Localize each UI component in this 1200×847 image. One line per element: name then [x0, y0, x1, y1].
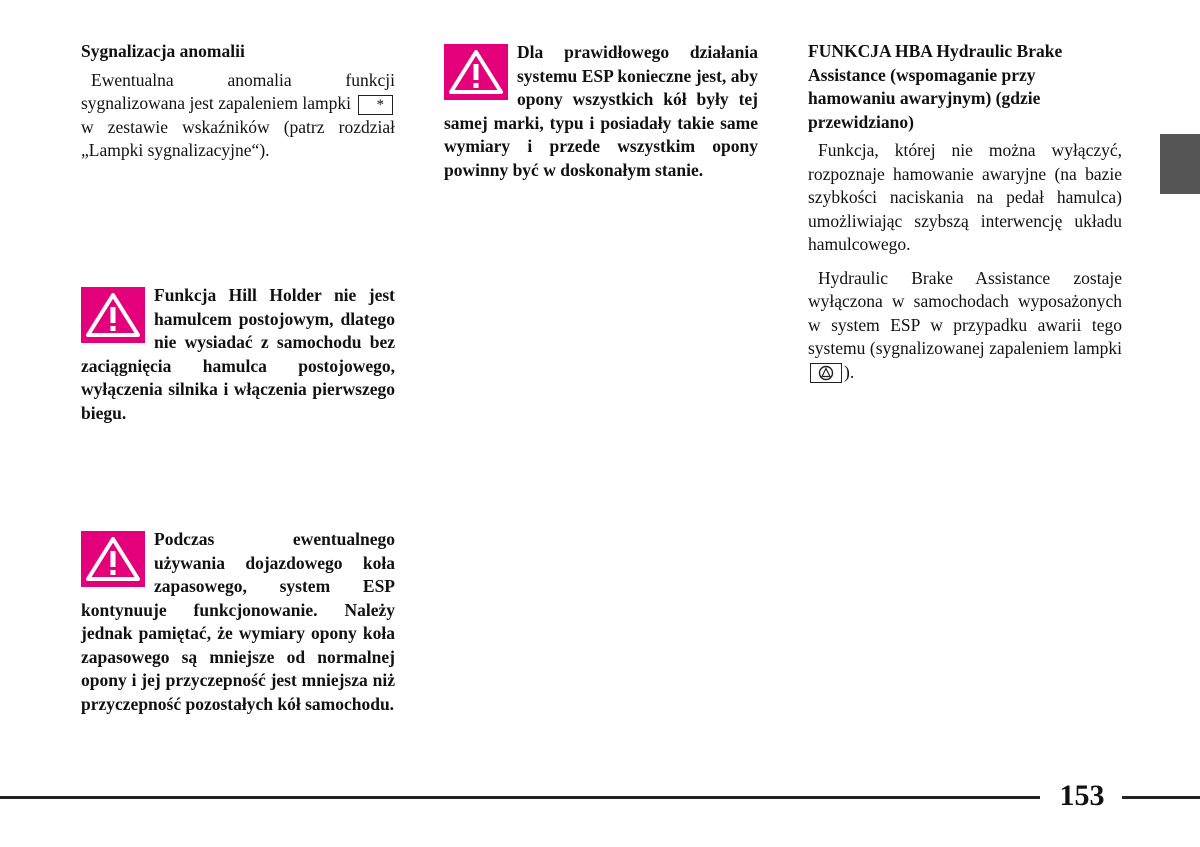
- section-tab-marker: [1160, 134, 1200, 194]
- warning-box-spare-wheel: [81, 528, 395, 716]
- warning-text-spare-wheel: Podczas ewentualnego używania dojazdowego koła zapasowego, system ESP kontynuuje funkcjonowanie. Należy jednak pamiętać, że wymiary opony koła zapasowego są mniejsze od normalnej opony i jej przyczepność jest mniejsza niż przyczepność pozostałych kół samochodu.: [81, 529, 395, 714]
- anomaly-text-part1: Ewentualna anomalia funkcji sygnalizowana jest zapaleniem lampki: [81, 69, 395, 113]
- footer-rule-left: [0, 796, 1040, 799]
- hba-text-part1: Hydraulic Brake Assistance zostaje wyłączona w samochodach wyposażonych w system ESP w przypadku awarii tego systemu (sygnalizowanej zapaleniem lampki: [808, 267, 1122, 358]
- section-heading-anomalies: Sygnalizacja anomalii: [81, 41, 245, 61]
- hba-text-part2: ).: [844, 361, 855, 382]
- warning-triangle-icon: [81, 287, 145, 343]
- esp-lamp-icon: [810, 363, 842, 383]
- warning-box-hill-holder: [81, 284, 395, 425]
- hba-paragraph-1: Funkcja, której nie można wyłączyć, rozpoznaje hamowanie awaryjne (na bazie szybkości naciskania na pedał hamulca) umożliwiając szybszą interwencję układu hamulcowego.: [808, 140, 1122, 254]
- anomaly-paragraph: [81, 69, 395, 163]
- page-number: 153: [1059, 779, 1105, 812]
- anomaly-text-part2: w zestawie wskaźników (patrz rozdział „Lampki sygnalizacyjne“).: [81, 116, 395, 160]
- warning-lamp-symbol: *: [358, 95, 394, 115]
- warning-text-esp-tyres: Dla prawidłowego działania systemu ESP konieczne jest, aby opony wszystkich kół były tej samej marki, typu i posiadały takie same wymiary i przede wszystkim opony powinny być w doskonałym stanie.: [444, 42, 758, 180]
- column-right: [808, 40, 1122, 384]
- warning-triangle-icon: [81, 531, 145, 587]
- footer-rule-right: [1122, 796, 1200, 799]
- hba-paragraph-2: [808, 267, 1122, 385]
- section-heading-hba: FUNKCJA HBA Hydraulic Brake Assistance (wspomaganie przy hamowaniu awaryjnym) (gdzie przewidziano): [808, 41, 1063, 132]
- warning-triangle-icon: [444, 44, 508, 100]
- warning-text-hill-holder: Funkcja Hill Holder nie jest hamulcem postojowym, dlatego nie wysiadać z samochodu bez zaciągnięcia hamulca postojowego, wyłączenia silnika i włączenia pierwszego biegu.: [81, 285, 395, 423]
- column-left: [81, 40, 395, 163]
- warning-box-esp-tyres: [444, 41, 758, 182]
